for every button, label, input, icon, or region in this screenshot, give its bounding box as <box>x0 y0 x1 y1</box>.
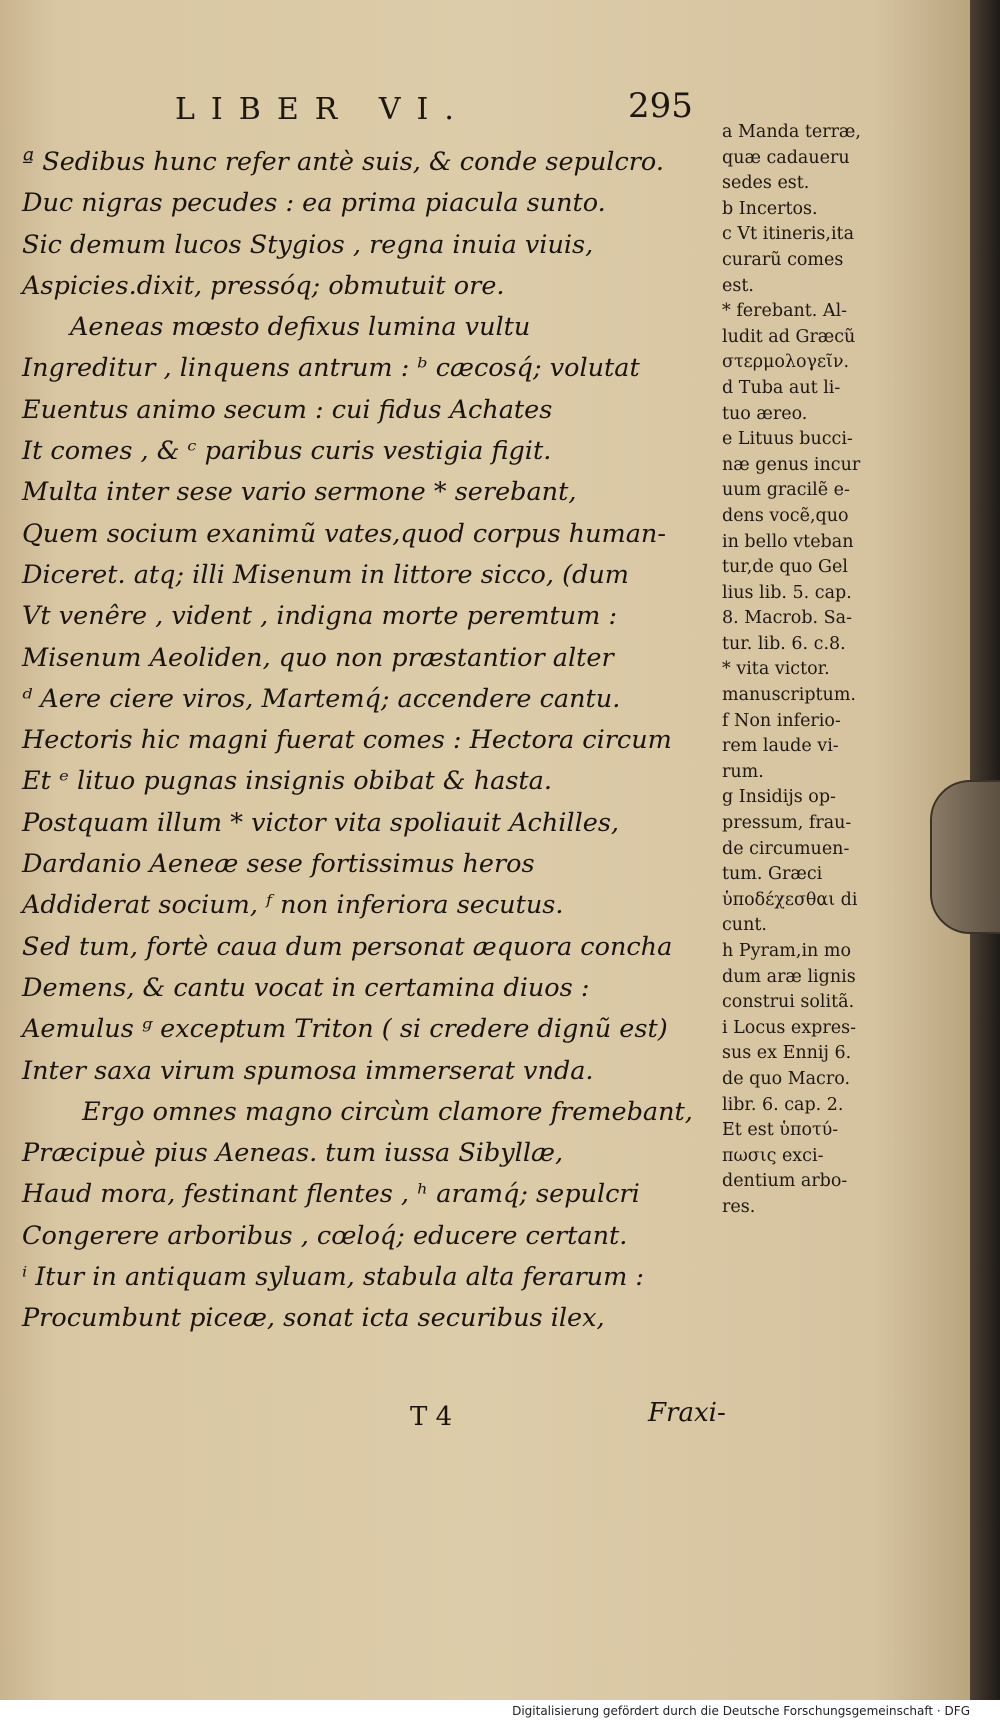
note-line: tur,de quo Gel <box>722 557 848 578</box>
note-line: στερμολογεῖν. <box>722 352 850 373</box>
verse-line: Sed tum, fortè caua dum personat æquora concha <box>22 931 673 962</box>
note-line: ludit ad Græcũ <box>722 326 856 347</box>
running-head: LIBER VI. <box>175 92 470 127</box>
verse-line: Aspicies.dixit, pressóq; obmutuit ore. <box>22 270 505 301</box>
note-line: i Locus expres- <box>722 1017 856 1038</box>
note-line: manuscriptum. <box>722 685 856 706</box>
note-line: uum gracilẽ e- <box>722 480 850 501</box>
note-line: res. <box>722 1196 756 1217</box>
book-clasp <box>930 780 1000 934</box>
verse-line: Præcipuè pius Aeneas. tum iussa Sibyllæ, <box>22 1138 564 1169</box>
verse-line: Postquam illum * victor vita spoliauit Achilles, <box>22 807 620 838</box>
verse-line: ᵈ Aere ciere viros, Martemq́; accendere cantu. <box>22 683 621 714</box>
note-line: b Incertos. <box>722 198 818 219</box>
verse-line: ª Sedibus hunc refer antè suis, & conde sepulcro. <box>22 147 664 177</box>
verse-line: Euentus animo secum : cui fidus Achates <box>22 394 553 425</box>
note-line: dens vocẽ,quo <box>722 505 849 526</box>
note-line: ὑποδέχεσθαι di <box>722 889 858 910</box>
verse-line: Procumbunt piceæ, sonat icta securibus ilex, <box>22 1303 605 1334</box>
verse-line: ⁱ Itur in antiquam syluam, stabula alta ferarum : <box>22 1262 644 1293</box>
note-line: c Vt itineris,ita <box>722 224 855 245</box>
note-line: * vita victor. <box>722 659 830 680</box>
verse-text <box>22 142 722 1340</box>
note-line: tuo æreo. <box>722 403 808 424</box>
page-number: 295 <box>628 86 693 126</box>
catchword: Fraxi- <box>648 1398 726 1428</box>
note-line: libr. 6. cap. 2. <box>722 1094 844 1115</box>
note-line: sedes est. <box>722 173 810 194</box>
verse-line: Haud mora, festinant flentes , ʰ aramq́; sepulcri <box>22 1179 640 1210</box>
verse-line: Diceret. atq; illi Misenum in littore sicco, (dum <box>22 559 629 590</box>
signature-mark: T 4 <box>410 1402 453 1432</box>
note-line: πωσις exci- <box>722 1145 824 1166</box>
credit-text: Digitalisierung gefördert durch die Deutsche Forschungsgemeinschaft · DFG <box>512 1704 970 1718</box>
note-line: tum. Græci <box>722 864 823 885</box>
verse-line: Inter saxa virum spumosa immerserat vnda. <box>22 1055 594 1086</box>
note-line: a Manda terræ, <box>722 122 861 142</box>
note-line: Et est ὑποτύ- <box>722 1120 839 1141</box>
note-line: de circumuen- <box>722 838 850 859</box>
note-line: næ genus incur <box>722 454 861 475</box>
verse-line: Demens, & cantu vocat in certamina diuos : <box>22 972 590 1003</box>
note-line: lius lib. 5. cap. <box>722 582 852 603</box>
note-line: h Pyram,in mo <box>722 941 852 961</box>
note-line: dentium arbo- <box>722 1171 848 1192</box>
credit-bar <box>0 1700 1000 1726</box>
verse-line: Ingreditur , linquens antrum : ᵇ cæcosq́; volutat <box>22 353 640 384</box>
note-line: 8. Macrob. Sa- <box>722 608 852 629</box>
note-line: curarũ comes <box>722 249 844 270</box>
verse-line: Quem socium exanimũ vates,quod corpus human- <box>22 518 666 549</box>
note-line: tur. lib. 6. c.8. <box>722 633 846 654</box>
note-line: f Non inferio- <box>722 710 841 731</box>
note-line: * ferebant. Al- <box>722 301 848 322</box>
note-line: d Tuba aut li- <box>722 377 841 398</box>
verse-line: Vt venêre , vident , indigna morte peremtum : <box>22 601 618 632</box>
note-line: quæ cadaueru <box>722 147 850 168</box>
note-line: est. <box>722 275 754 296</box>
verse-line: Ergo omnes magno circùm clamore fremebant, <box>82 1096 693 1127</box>
note-line: pressum, frau- <box>722 813 852 834</box>
verse-line: Dardanio Aeneæ sese fortissimus heros <box>22 849 535 880</box>
note-line: rum. <box>722 761 764 782</box>
note-line: construi solitã. <box>722 992 855 1013</box>
verse-line: Duc nigras pecudes : ea prima piacula sunto. <box>22 188 606 219</box>
verse-line: Et ᵉ lituo pugnas insignis obibat & hasta. <box>22 766 552 797</box>
verse-line: Aeneas mœsto defixus lumina vultu <box>70 312 531 343</box>
note-line: dum aræ lignis <box>722 966 856 987</box>
verse-line: Hectoris hic magni fuerat comes : Hectora circum <box>22 725 672 756</box>
marginal-notes <box>722 120 902 1221</box>
verse-line: Congerere arboribus , cœloq́; educere certant. <box>22 1220 628 1251</box>
note-line: in bello vteban <box>722 531 854 552</box>
verse-line: Aemulus ᵍ exceptum Triton ( si credere dignũ est) <box>22 1014 668 1045</box>
note-line: de quo Macro. <box>722 1068 851 1089</box>
note-line: sus ex Ennij 6. <box>722 1043 852 1064</box>
verse-line: It comes , & ᶜ paribus curis vestigia figit. <box>22 436 552 467</box>
note-line: e Lituus bucci- <box>722 429 853 450</box>
note-line: cunt. <box>722 915 767 936</box>
verse-line: Multa inter sese vario sermone * serebant, <box>22 477 577 508</box>
verse-line: Misenum Aeoliden, quo non præstantior alter <box>22 642 614 673</box>
verse-line: Addiderat socium, ᶠ non inferiora secutus. <box>22 890 564 921</box>
note-line: rem laude vi- <box>722 736 839 757</box>
verse-line: Sic demum lucos Stygios , regna inuia viuis, <box>22 229 594 260</box>
note-line: g Insidijs op- <box>722 787 836 808</box>
